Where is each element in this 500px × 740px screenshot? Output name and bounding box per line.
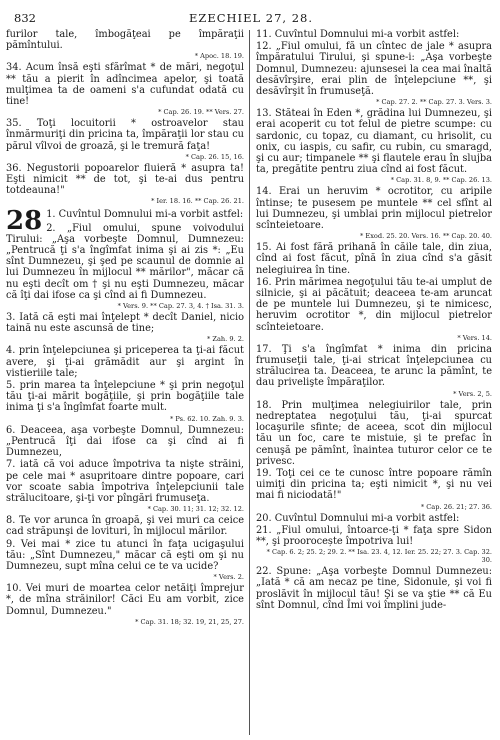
cross-reference: * Vers. 2, 5. bbox=[453, 389, 492, 398]
cross-reference: * Ps. 62. 10. Zah. 9. 3. bbox=[169, 414, 244, 423]
verse-text: 15. Ai fost fără prihană în căile tale, din ziua, cînd ai fost făcut, pînă în ziua cînd s'a găsit nelegiuirea în tine. bbox=[256, 242, 492, 276]
chapter-number: 28 bbox=[6, 206, 43, 237]
cross-reference: * Zah. 9. 2. bbox=[206, 335, 244, 344]
cross-reference: * Cap. 6. 2; 25. 2; 29. 2. ** Isa. 23. 4, 12. Ier. 25. 22; 27. 3. Cap. 32. 30. bbox=[266, 548, 492, 565]
verse-text: 12. „Fiul omului, fă un cîntec de jale * asupra împăratului Tirului, şi spune-i: „Aşa vorbeşte Domnul, Dumnezeu: ajunsesei la cea mai înaltă desăvîrşire, erai plin de înţelepciune **, şi desăvîrşit în frumuseţă. bbox=[256, 41, 492, 98]
verse-text: 16. Prin mărimea negoţului tău te-ai umplut de silnicie, şi ai păcătuit; deaceea te-am aruncat de pe muntele lui Dumnezeu, şi te nimicesc, heruvim ocrotitor *, din mijlocul pietrelor scînteietoare. bbox=[256, 276, 492, 333]
verse-text: 14. Erai un heruvim * ocrotitor, cu aripile întinse; te pusesem pe muntele ** cel sfînt al lui Dumnezeu, şi umblai prin mijlocul pietrelor scînteietoare. bbox=[256, 186, 492, 232]
cross-reference: * Cap. 26. 15, 16. bbox=[185, 152, 244, 161]
verse-text: 34. Acum însă eşti sfărîmat * de mări, negoţul ** tău a pierit în adîncimea apelor, şi toată mulţimea ta de oameni s'a cufundat odată cu tine! bbox=[6, 62, 244, 108]
verse-text: 8. Te vor arunca în groapă, şi vei muri ca ceice cad străpunşi de lovituri, în mijlocul mărilor. bbox=[6, 515, 244, 538]
verse-text: 19. Toţi cei ce te cunosc între popoare rămîn uimiţi din pricina ta; eşti nimicit *, şi nu vei mai fi niciodată!" bbox=[256, 467, 492, 502]
cross-reference: * Cap. 26. 21; 27. 36. bbox=[420, 502, 492, 511]
cross-reference: * Apoc. 18. 19. bbox=[194, 52, 244, 61]
verse-text: 17. Ţi s'a îngîmfat * inima din pricina frumuseţii tale, ţi-ai stricat înţelepciunea cu strălucirea ta. Deaceea, te arunc la pămînt, te dau privelişte împăraţilor. bbox=[256, 343, 492, 389]
verse-text: 3. Iată că eşti mai înţelept * decît Daniel, nicio taină nu este ascunsă de tine; bbox=[6, 312, 244, 335]
running-title: EZECHIEL 27, 28. bbox=[188, 11, 314, 25]
cross-reference: * Vers. 9. ** Cap. 27. 3, 4. † Isa. 31. 3. bbox=[117, 302, 244, 311]
verse-text: 22. Spune: „Aşa vorbeşte Domnul Dumnezeu: „Iată * că am necaz pe tine, Sidonule, şi voi fi proslăvit în mijlocul tău! Şi se va ştie ** că Eu sînt Domnul, cînd Îmi voi împlini jude- bbox=[256, 566, 492, 611]
page-header bbox=[14, 11, 488, 27]
column-divider bbox=[249, 30, 250, 735]
verse-text: 10. Vei muri de moartea celor netăiţi împrejur *, de mîna străinilor! Căci Eu am vorbit, zice Domnul, Dumnezeu." bbox=[6, 583, 244, 617]
verse-text: 35. Toţi locuitorii * ostroavelor stau înmărmuriţi din pricina ta, împăraţii lor stau cu părul vîlvoi de groază, şi le tremură faţa! bbox=[6, 118, 244, 152]
chapter-start bbox=[6, 206, 244, 237]
cross-reference: * Cap. 30. 11; 31. 12; 32. 12. bbox=[147, 505, 244, 514]
verse-text: 6. Deaceea, aşa vorbeşte Domnul, Dumnezeu: „Pentrucă îţi dai ifose ca şi cînd ai fi Dumnezeu, bbox=[6, 424, 244, 459]
verse-text: 36. Negustorii popoarelor fluieră * asupra ta! Eşti nimicit ** de tot, şi te-ai dus pentru totdeauna!" bbox=[6, 162, 244, 197]
verse-text: 11. Cuvîntul Domnului mi-a vorbit astfel: bbox=[256, 29, 460, 40]
left-column bbox=[6, 29, 244, 737]
cross-reference: * Cap. 26. 19. ** Vers. 27. bbox=[158, 108, 244, 117]
verse-text: furilor tale, îmbogăţeai pe împăraţii pămîntului. bbox=[6, 29, 244, 52]
cross-reference: * Exod. 25. 20. Vers. 16. ** Cap. 20. 40. bbox=[360, 232, 492, 241]
verse-text: 1. Cuvîntul Domnului mi-a vorbit astfel: bbox=[46, 209, 244, 221]
verse-text: 9. Vei mai * zice tu atunci în faţa ucigaşului tău: „Sînt Dumnezeu," măcar că eşti om şi nu Dumnezeu, supt mîna celui ce te va ucide? bbox=[6, 538, 244, 572]
cross-reference: * Cap. 31. 8, 9. ** Cap. 26. 13. bbox=[390, 176, 492, 185]
page-number: 832 bbox=[14, 11, 36, 25]
right-column bbox=[256, 29, 492, 737]
cross-reference: * Vers. 2. bbox=[213, 573, 244, 582]
verse-text: 21. „Fiul omului, întoarce-ţi * faţa spre Sidon **, şi proorocește împotriva lui! bbox=[256, 524, 492, 547]
cross-reference: * Ier. 18. 16. ** Cap. 26. 21. bbox=[151, 197, 244, 206]
verse-text: 13. Stăteai în Eden *, grădina lui Dumnezeu, şi erai acoperit cu tot felul de pietre scumpe: cu sardonic, cu topaz, cu diamant, cu hrisolit, cu onix, cu iaspis, cu safir, cu rubin, cu smaragd, şi cu aur; timpanele ** şi flautele erau în slujba ta, pregătite pentru ziua cînd ai fost făcut. bbox=[256, 108, 492, 176]
cross-reference: * Cap. 31. 18; 32. 19, 21, 25, 27. bbox=[135, 617, 244, 626]
verse-text: 4. prin înţelepciunea şi priceperea ta ţi-ai făcut avere, şi ţi-ai grămădit aur şi argint în vistieriile tale; bbox=[6, 345, 244, 379]
cross-reference: * Vers. 14. bbox=[457, 333, 492, 342]
cross-reference: * Cap. 27. 2. ** Cap. 27. 3. Vers. 3. bbox=[376, 98, 492, 107]
verse-text: 18. Prin mulţimea nelegiuirilor tale, prin nedreptatea negoţului tău, ţi-ai spurcat locaşurile sfinte; de aceea, scot din mijlocul tău un foc, care te mistuie, şi te prefac în cenuşă pe pămînt, înaintea tuturor celor ce te privesc. bbox=[256, 399, 492, 467]
verse-text: 2. „Fiul omului, spune voivodului Tirului: „Aşa vorbeşte Domnul, Dumnezeu: „Pentrucă ţi s'a îngîmfat inima şi ai zis *: „Eu sînt Dumnezeu, şi şed pe scaunul de domnie al lui Dumnezeu în mijlocul ** mărilor", măcar că nu eşti decît om † şi nu eşti Dumnezeu, măcar că îţi dai ifose ca şi cînd ai fi Dumnezeu. bbox=[6, 222, 244, 301]
verse-text: 20. Cuvîntul Domnului mi-a vorbit astfel: bbox=[256, 512, 460, 524]
verse-text: 5. prin marea ta înţelepciune * şi prin negoţul tău ţi-ai mărit bogăţiile, şi prin bogăţiile tale inima ţi s'a îngîmfat foarte mult. bbox=[6, 380, 244, 414]
verse-text: 7. iată că voi aduce împotriva ta nişte străini, pe cele mai * asupritoare dintre popoare, cari vor scoate sabia împotriva înţelepciunii tale strălucitoare, şi-ţi vor pîngări frumuseţa. bbox=[6, 459, 244, 504]
